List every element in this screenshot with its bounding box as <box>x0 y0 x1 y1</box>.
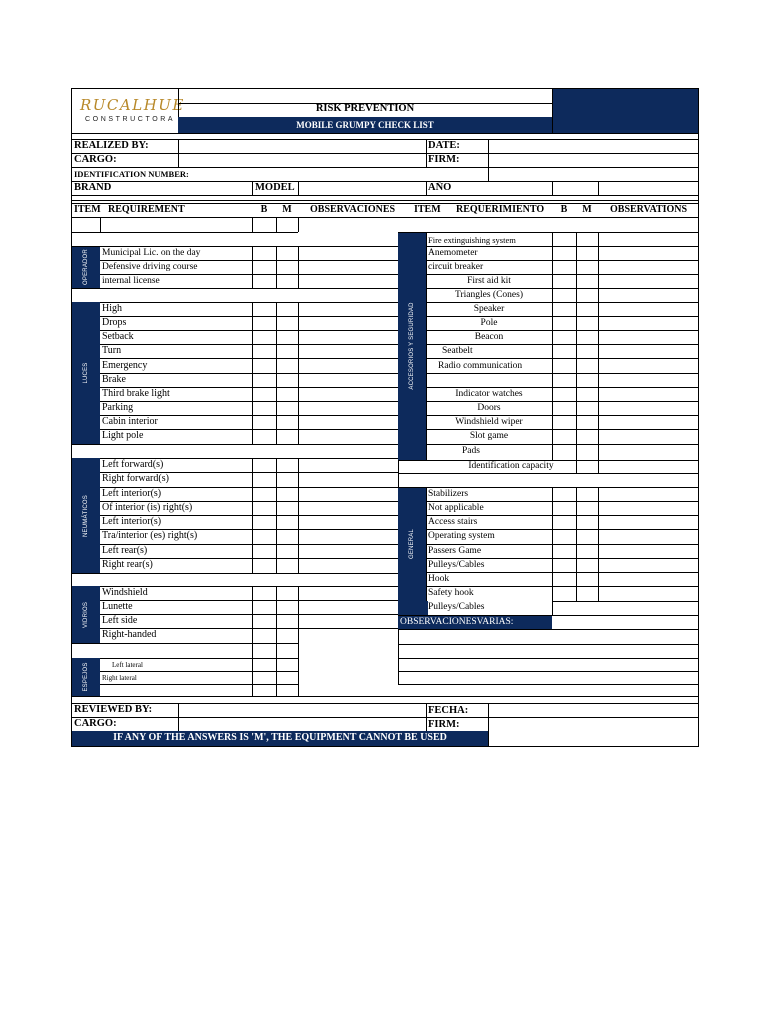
logo-subtitle: CONSTRUCTORA <box>85 116 176 123</box>
section-neumaticos-label: NEUMÁTICOS <box>83 494 89 537</box>
logo-name: RUCALHUE <box>80 96 185 114</box>
left-col-requirement: REQUIREMENT <box>108 204 185 215</box>
accesorios-item-9: Seatbelt <box>442 346 473 356</box>
general-item-2: Not applicable <box>428 503 484 513</box>
accesorios-item-16: Identification capacity <box>468 461 554 471</box>
observaciones-varias-label: OBSERVACIONESVARIAS: <box>400 617 514 627</box>
luces-item-9: Cabin interior <box>102 416 158 427</box>
luces-item-6: Brake <box>102 374 126 385</box>
neumaticos-item-5: Left interior(s) <box>102 516 162 527</box>
luces-item-5: Emergency <box>102 360 148 371</box>
left-col-m: M <box>282 204 292 215</box>
general-item-8: Safety hook <box>428 588 474 598</box>
accesorios-item-6: Speaker <box>473 304 505 314</box>
accesorios-item-5: Triangles (Cones) <box>455 290 523 300</box>
document-subtitle: MOBILE GRUMPY CHECK LIST <box>296 120 434 130</box>
luces-item-3: Setback <box>102 331 134 342</box>
footer-firm-field[interactable] <box>489 718 697 746</box>
general-item-5: Passers Game <box>428 546 482 556</box>
section-accesorios-band <box>398 232 426 460</box>
accesorios-item-2: Anemometer <box>428 248 478 258</box>
realized-by-field[interactable] <box>179 140 425 152</box>
general-item-1: Stabilizers <box>428 489 469 499</box>
section-general-label: GENERAL <box>409 528 415 560</box>
year-label: AÑO <box>428 182 452 193</box>
brand-label: BRAND <box>74 182 112 193</box>
operador-item-1: Municipal Lic. on the day <box>102 248 201 258</box>
neumaticos-item-8: Right rear(s) <box>102 559 153 570</box>
accesorios-item-14: Slot game <box>469 431 509 441</box>
identification-label: IDENTIFICATION NUMBER: <box>74 169 189 179</box>
accesorios-item-12: Doors <box>477 403 501 413</box>
fecha-field[interactable] <box>489 704 697 716</box>
general-item-3: Access stairs <box>428 517 478 527</box>
luces-item-4: Turn <box>102 345 122 356</box>
neumaticos-item-2: Right forward(s) <box>102 473 169 484</box>
accesorios-item-8: Beacon <box>474 332 504 342</box>
section-operador-label: OPERADOR <box>83 249 89 285</box>
firm-label: FIRM: <box>428 154 460 165</box>
vidrios-item-2: Lunette <box>102 601 133 612</box>
neumaticos-item-6: Tra/interior (es) right(s) <box>102 530 198 541</box>
general-item-9: Pulleys/Cables <box>428 601 552 615</box>
operador-item-2: Defensive driving course <box>102 262 198 272</box>
general-item-4: Operating system <box>428 531 495 541</box>
footer-cargo-field[interactable] <box>179 718 425 730</box>
neumaticos-item-4: Of interior (is) right(s) <box>102 502 193 513</box>
section-espejos-band <box>72 658 100 696</box>
warning-text: IF ANY OF THE ANSWERS IS 'M', THE EQUIPMENT CANNOT BE USED <box>113 732 447 743</box>
section-general-band <box>398 487 426 601</box>
right-col-m: M <box>582 204 592 215</box>
neumaticos-item-1: Left forward(s) <box>102 459 164 470</box>
neumaticos-item-3: Left interior(s) <box>102 488 162 499</box>
brand-field[interactable] <box>179 182 251 194</box>
vidrios-item-1: Windshield <box>102 587 148 598</box>
general-item-6: Pulleys/Cables <box>428 560 485 570</box>
accesorios-item-1: Fire extinguishing system <box>428 235 516 245</box>
model-label: MODEL <box>255 182 295 193</box>
luces-item-2: Drops <box>102 317 127 328</box>
header-navy-block <box>552 89 698 133</box>
reviewed-by-field[interactable] <box>179 704 425 716</box>
section-operador-band <box>72 246 100 288</box>
left-col-b: B <box>260 204 268 215</box>
accesorios-item-13: Windshield wiper <box>455 417 523 427</box>
luces-item-8: Parking <box>102 402 134 413</box>
section-neumaticos-band <box>72 458 100 573</box>
vidrios-item-4: Right-handed <box>102 629 157 640</box>
fecha-label: FECHA: <box>428 705 469 716</box>
document-title: RISK PREVENTION <box>315 103 415 114</box>
cargo-field[interactable] <box>179 154 425 166</box>
footer-cargo-label: CARGO: <box>74 718 117 729</box>
checklist-sheet <box>71 88 699 747</box>
observaciones-varias-field[interactable] <box>398 629 698 684</box>
accesorios-item-7: Pole <box>480 318 498 328</box>
date-field[interactable] <box>489 140 697 152</box>
model-field[interactable] <box>299 182 425 194</box>
realized-by-label: REALIZED BY: <box>74 140 149 151</box>
identification-field[interactable] <box>202 168 487 180</box>
section-espejos-label: ESPEJOS <box>83 662 89 692</box>
right-col-observations: OBSERVATIONS <box>610 204 688 215</box>
accesorios-item-10: Radio communication <box>438 361 523 371</box>
accesorios-item-11: Indicator watches <box>455 389 523 399</box>
section-vidrios-label: VIDRIOS <box>83 601 89 628</box>
date-label: DATE: <box>428 140 460 151</box>
left-col-observaciones: OBSERVACIONES <box>310 204 396 215</box>
section-luces-band <box>72 302 100 444</box>
right-col-b: B <box>560 204 568 215</box>
operador-item-3: internal license <box>102 276 160 286</box>
firm-field[interactable] <box>489 154 697 166</box>
accesorios-item-3: circuit breaker <box>428 262 484 272</box>
accesorios-item-4: First aid kit <box>467 276 511 286</box>
company-logo <box>74 91 185 131</box>
right-checklist-table <box>398 217 698 697</box>
general-item-7: Hook <box>428 574 450 584</box>
luces-item-1: High <box>102 303 122 314</box>
cargo-label: CARGO: <box>74 154 117 165</box>
year-field[interactable] <box>489 182 551 194</box>
section-accesorios-label: ACCESORIOS Y SEGURIDAD <box>409 302 415 390</box>
espejos-item-2: Right lateral <box>102 674 137 682</box>
accesorios-item-15: Pads <box>462 446 480 456</box>
vidrios-item-3: Left side <box>102 615 138 626</box>
section-vidrios-band <box>72 586 100 643</box>
section-luces-label: LUCES <box>83 362 89 384</box>
espejos-item-1: Left lateral <box>112 661 143 669</box>
footer-firm-label: FIRM: <box>428 719 460 730</box>
left-checklist-table <box>72 217 398 697</box>
left-col-item: ITEM <box>74 204 101 215</box>
luces-item-10: Light pole <box>102 430 144 441</box>
reviewed-by-label: REVIEWED BY: <box>74 704 153 715</box>
neumaticos-item-7: Left rear(s) <box>102 545 148 556</box>
luces-item-7: Third brake light <box>102 388 170 399</box>
right-col-requerimiento: REQUERIMIENTO <box>456 204 545 215</box>
right-col-item: ITEM <box>414 204 441 215</box>
